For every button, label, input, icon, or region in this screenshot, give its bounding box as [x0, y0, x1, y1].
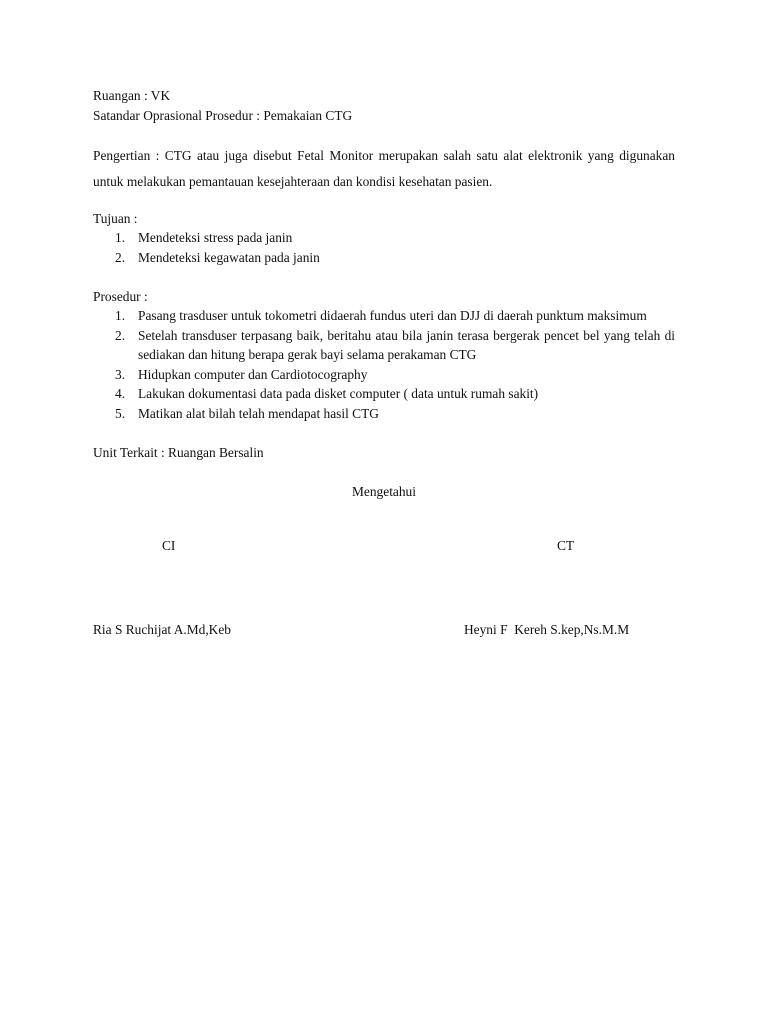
unit-terkait: Unit Terkait : Ruangan Bersalin: [93, 444, 264, 460]
list-text: Matikan alat bilah telah mendapat hasil CTG: [138, 405, 379, 421]
list-number: 1.: [115, 230, 126, 245]
document-page: [93, 86, 675, 641]
signature-names: [93, 622, 675, 642]
list-item: [93, 228, 675, 248]
ci-label: CI: [162, 538, 176, 553]
list-number: 2.: [115, 249, 126, 265]
list-number: 2.: [115, 327, 126, 343]
list-item: [93, 326, 675, 365]
spacer: [93, 423, 675, 443]
tujuan-label: Tujuan :: [93, 210, 138, 226]
sop-title: Satandar Oprasional Prosedur : Pemakaian CTG: [93, 107, 353, 123]
list-number: 5.: [115, 405, 126, 421]
list-text: Lakukan dokumentasi data pada disket computer ( data untuk rumah sakit): [138, 386, 539, 401]
list-number: 4.: [115, 386, 126, 401]
tujuan-list: [93, 228, 675, 267]
list-item: [93, 365, 675, 385]
list-text: Hidupkan computer dan Cardiotocography: [138, 366, 368, 382]
list-text: Mendeteksi stress pada janin: [138, 230, 293, 245]
list-item: [93, 306, 675, 326]
signature-space: [93, 558, 675, 622]
ct-name: Heyni F Kereh S.kep,Ns.M.M: [464, 621, 630, 637]
list-number: 3.: [115, 366, 126, 382]
list-text: Setelah transduser terpasang baik, beritahu atau bila janin terasa bergerak pencet bel yang telah di sediakan dan hitung berapa gerak bayi selama perakaman CTG: [138, 327, 675, 362]
list-item: [93, 248, 675, 268]
ci-name: Ria S Ruchijat A.Md,Keb: [93, 621, 231, 637]
spacer: [93, 267, 675, 287]
pengertian-paragraph: Pengertian : CTG atau juga disebut Fetal Monitor merupakan salah satu alat elektronik yang digunakan untuk melakukan pemantauan kesejahteraan dan kondisi kesehatan pasien.: [93, 147, 675, 189]
prosedur-label: Prosedur :: [93, 288, 148, 304]
spacer: [93, 195, 675, 209]
list-item: [93, 404, 675, 424]
list-item: [93, 384, 675, 404]
list-number: 1.: [115, 308, 126, 323]
ct-label: CT: [557, 538, 575, 553]
signature-roles: [93, 538, 675, 558]
ruangan-line: Ruangan : VK: [93, 88, 171, 103]
spacer: [93, 462, 675, 482]
list-text: Mendeteksi kegawatan pada janin: [138, 249, 320, 265]
spacer: [93, 501, 675, 538]
prosedur-list: [93, 306, 675, 423]
list-text: Pasang trasduser untuk tokometri didaerah fundus uteri dan DJJ di daerah punktum maksimum: [138, 308, 647, 323]
mengetahui-label: Mengetahui: [352, 483, 416, 499]
